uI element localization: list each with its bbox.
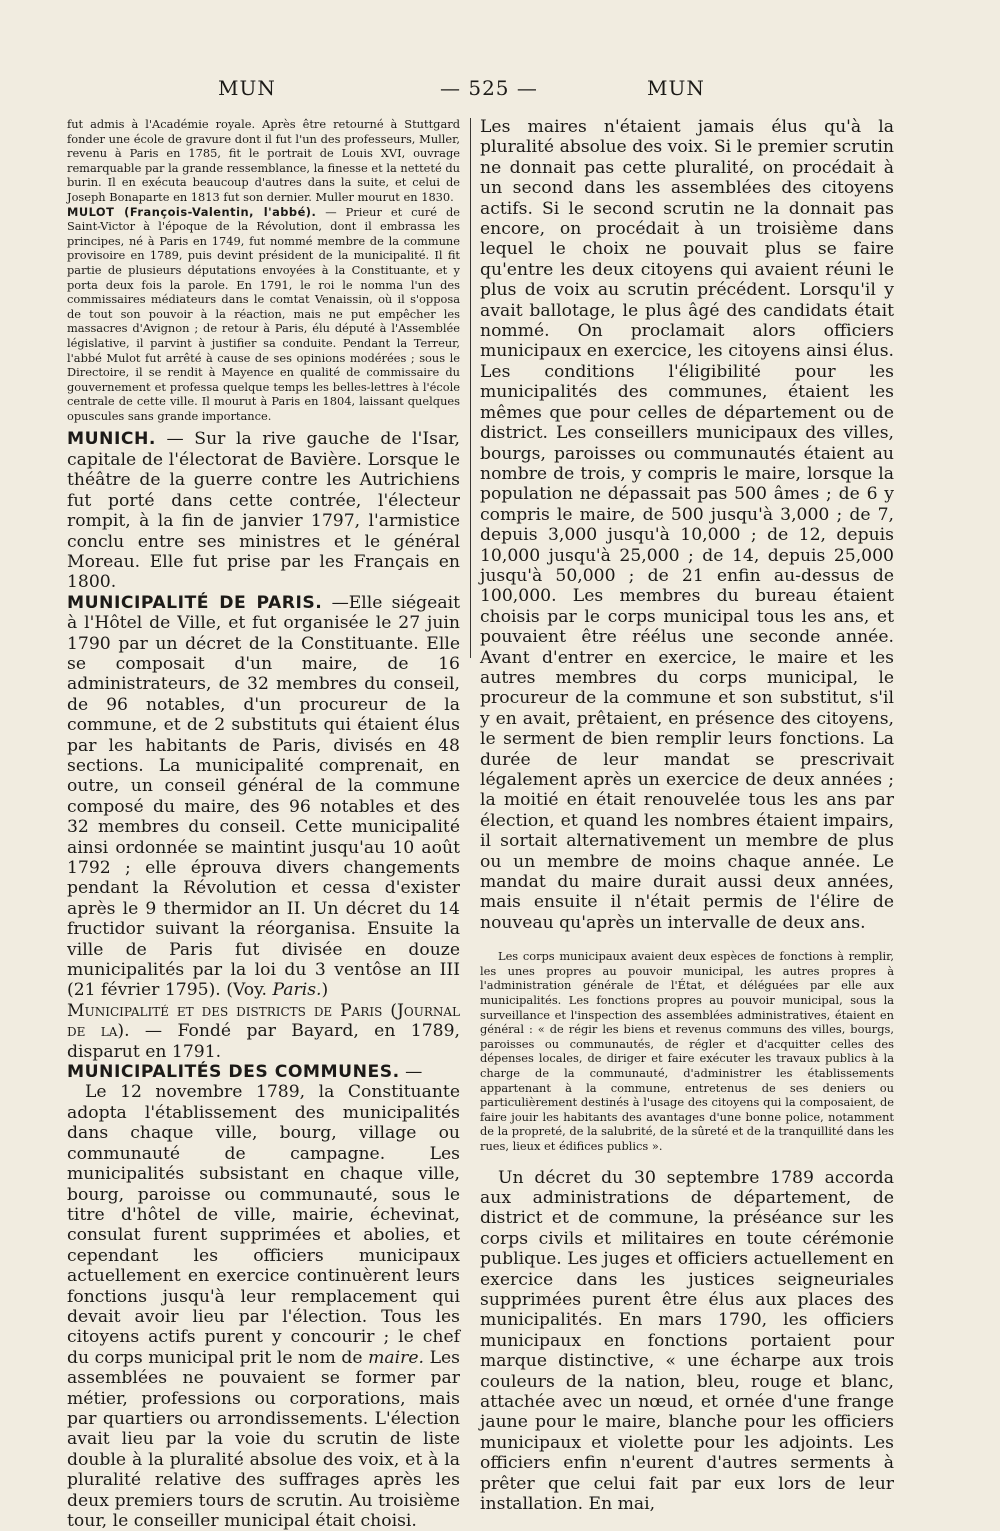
column-rule bbox=[470, 118, 471, 658]
munich-text: — Sur la rive gauche de l'Isar, capitale de l'électorat de Bavière. Lorsque le théâtre de la guerre contre les Autrichiens fut porté dans cette contrée, l'électeur rompit, à la fin de janvier 1797, l'armistice conclu entre ses ministres et le général Moreau. Elle fut prise par les Français en 1800. bbox=[67, 429, 460, 593]
communes-dash: — bbox=[399, 1062, 423, 1083]
munich-headword: MUNICH. bbox=[67, 429, 156, 450]
mulot-entry bbox=[67, 205, 460, 424]
voy-paris-ref: Paris. bbox=[272, 980, 322, 1001]
municipalite-paris-entry bbox=[67, 593, 460, 1001]
page-number: — 525 — bbox=[440, 76, 538, 100]
running-head-left: MUN bbox=[218, 76, 276, 100]
municipalite-paris-close: ) bbox=[321, 980, 329, 1001]
communes-heading bbox=[67, 1062, 460, 1082]
maires-paragraph: Les maires n'étaient jamais élus qu'à la pluralité absolue des voix. Si le premier scrutin ne donnait pas cette pluralité, on procédait à un second dans les assemblées des citoyens actifs. Si le second scrutin ne la donnait pas encore, on procédait à un troisième dans lequel le choix ne pouvait plus se faire qu'entre les deux citoyens qui avaient réuni le plus de voix au scrutin précédent. Lorsqu'il y avait ballotage, le plus âgé des candidats était nommé. On proclamait alors officiers municipaux en exercice, les citoyens ainsi élus. Les conditions l'éligibilité pour les municipalités des communes, étaient les mêmes que pour celles de département ou de district. Les conseillers municipaux des villes, bourgs, paroisses ou communautés étaient au nombre de trois, y compris le maire, lorsque la population ne dépassait pas 500 âmes ; de 6 y compris le maire, de 500 jusqu'à 3,000 ; de 7, depuis 3,000 jusqu'à 10,000 ; de 12, depuis 10,000 jusqu'à 25,000 ; de 14, depuis 25,000 jusqu'à 50,000 ; de 21 enfin au-dessus de 100,000. Les membres du bureau étaient choisis par le corps municipal tous les ans, et pouvaient être réélus une seconde année. Avant d'entrer en exercice, le maire et les autres membres du corps municipal, le procureur de la commune et son substitut, s'il y en avait, prêtaient, en présence des citoyens, le serment de bien remplir leurs fonctions. La durée de leur mandat se prescrivait légalement après un exercice de deux années ; la moitié en était renouvelée tous les ans par élection, et quand les nombres étaient impairs, il sortait alternativement un membre de plus ou un membre de moins chaque année. Le mandat du maire durait aussi deux années, mais ensuite il n'était permis de l'élire de nouveau qu'après un intervalle de deux ans. bbox=[480, 117, 894, 933]
municipalite-paris-headword: MUNICIPALITÉ DE PARIS. bbox=[67, 592, 323, 613]
decret-paragraph: Un décret du 30 septembre 1789 accorda aux administrations de département, de district et de commune, la préséance sur les corps civils et militaires en toute cérémonie publique. Les juges et officiers actuellement en exercice dans les justices seigneuriales supprimées purent être élus aux places des municipalités. En mars 1790, les officiers municipaux en fonctions portaient pour marque distinctive, « une écharpe aux trois couleurs de la nation, bleu, rouge et blanc, attachée avec un nœud, et ornée d'une frange jaune pour le maire, blanche pour les officiers municipaux et violette pour les adjoints. Les officiers enfin n'eurent d'autres serments à prêter que celui fait par eux lors de leur installation. En mai, bbox=[480, 1167, 894, 1515]
running-head-right: MUN bbox=[647, 76, 705, 100]
communes-text-b: Les assemblées ne pouvaient se former par métier, professions ou corporations, mais par quartiers ou arrondissements. L'élection avait lieu par la voie du scrutin de liste double à la pluralité absolue des voix, et à la pluralité relative des suffrages après les deux premiers tours de scrutin. Au troisième tour, le conseiller municipal était choisi. bbox=[67, 1347, 460, 1531]
left-column bbox=[67, 117, 460, 1531]
communes-headword: MUNICIPALITÉS DES COMMUNES. bbox=[67, 1062, 400, 1083]
districts-entry bbox=[67, 1001, 460, 1062]
communes-text-a: Le 12 novembre 1789, la Constituante adopta l'établissement des municipalités dans chaque ville, bourg, village ou communauté de campagne. Les municipalités subsistant en chaque ville, bourg, paroisse ou communauté, sous le titre d'hôtel de ville, mairie, échevinat, consulat furent supprimées et abolies, et cependant les officiers municipaux actuellement en exercice continuèrent leurs fonctions jusqu'à leur remplacement qui devait avoir lieu par l'élection. Tous les citoyens actifs purent y concourir ; le chef du corps municipal prit le nom de bbox=[67, 1082, 460, 1368]
right-column bbox=[480, 117, 894, 1514]
muller-entry-end: fut admis à l'Académie royale. Après être retourné à Stuttgard fonder une école de gravure dont il fut l'un des professeurs, Muller, revenu à Paris en 1785, fit le portrait de Louis XVI, ouvrage remarquable par la grande ressemblance, la finesse et la netteté du burin. Il en exécuta beaucoup d'autres dans la suite, et celui de Joseph Bonaparte en 1813 fut son dernier. Muller mourut en 1830. bbox=[67, 117, 460, 204]
municipalite-paris-text: —Elle siégeait à l'Hôtel de Ville, et fut organisée le 27 juin 1790 par un décret de la Constituante. Elle se composait d'un maire, de 16 administrateurs, de 32 membres du conseil, de 96 notables, d'un procureur de la commune, et de 2 substituts qui étaient élus par les habitants de Paris, divisés en 48 sections. La municipalité comprenait, en outre, un conseil général de la commune composé du maire, des 96 notables et des 32 membres du conseil. Cette municipalité ainsi ordonnée se maintint jusqu'au 10 août 1792 ; elle éprouva divers changements pendant la Révolution et cessa d'exister après le 9 thermidor an II. Un décret du 14 fructidor suivant la réorganisa. Ensuite la ville de Paris fut divisée en douze municipalités par la loi du 3 ventôse an III (21 février 1795). (Voy. bbox=[67, 592, 460, 1001]
munich-entry bbox=[67, 429, 460, 592]
mulot-text: — Prieur et curé de Saint-Victor à l'époque de la Révolution, dont il embrassa les principes, né à Paris en 1749, fut nommé membre de la commune provisoire en 1789, puis devint président de la municipalité. Il fit partie de plusieurs députations envoyées à la Constituante, et y porta deux fois la parole. En 1791, le roi le nomma l'un des commissaires médiateurs dans le comtat Venaissin, où il s'opposa de tout son pouvoir à la réaction, mais ne put empêcher les massacres d'Avignon ; de retour à Paris, élu député à l'Assemblée législative, il parvint à justifier sa conduite. Pendant la Terreur, l'abbé Mulot fut arrêté à cause de ses opinions modérées ; sous le Directoire, il se rendit à Mayence en qualité de commissaire du gouvernement et professa quelque temps les belles-lettres à l'école centrale de cette ville. Il mourut à Paris en 1804, laissant quelques opuscules sans grande importance. bbox=[67, 204, 460, 423]
communes-paragraph bbox=[67, 1082, 460, 1531]
districts-headword: Municipalité et des districts de Paris (Journal de la). bbox=[67, 1000, 460, 1042]
maire-term: maire. bbox=[368, 1347, 425, 1368]
districts-text: — Fondé par Bayard, en 1789, disparut en 1791. bbox=[67, 1021, 460, 1062]
mulot-headword: MULOT (François-Valentin, l'abbé). bbox=[67, 204, 317, 219]
fonctions-paragraph: Les corps municipaux avaient deux espèces de fonctions à remplir, les unes propres au pouvoir municipal, les autres propres à l'administration générale de l'État, et déléguées par elle aux municipalités. Les fonctions propres au pouvoir municipal, sous la surveillance et l'inspection des assemblées administratives, étaient en général : « de régir les biens et revenus communs des villes, bourgs, paroisses ou communautés, de régler et d'acquitter celles des dépenses locales, de diriger et faire exécuter les travaux publics à la charge de la communauté, d'administrer les établissements appartenant à la commune, entretenus de ses deniers ou particulièrement destinés à l'usage des citoyens qui la composaient, de faire jouir les habitants des avantages d'une bonne police, notamment de la propreté, de la salubrité, de la sûreté et de la tranquillité dans les rues, lieux et édifices publics ». bbox=[480, 949, 894, 1153]
